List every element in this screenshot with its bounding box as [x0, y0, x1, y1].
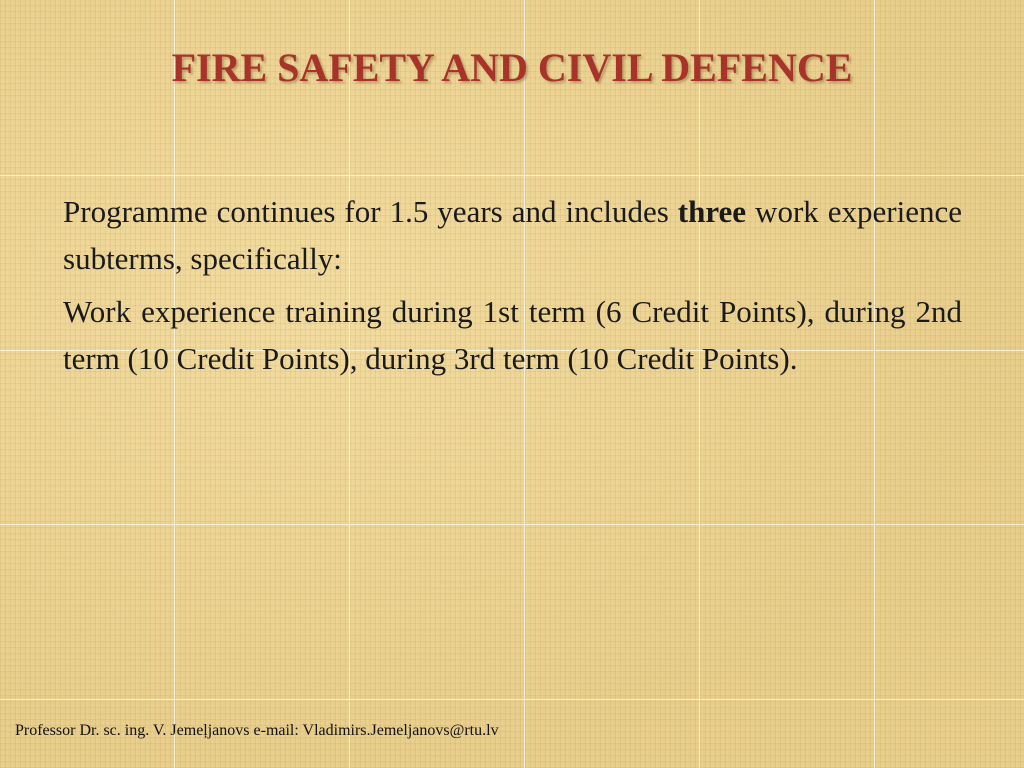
background-grid-line: [0, 524, 1024, 525]
programme-paragraph: [63, 188, 962, 282]
work-experience-paragraph: Work experience training during 1st term (6 Credit Points), during 2nd term (10 Credit Points), during 3rd term (10 Credit Points).: [63, 294, 962, 376]
background-grid-line: [0, 175, 1024, 176]
slide-body: [63, 188, 962, 388]
programme-text-start: Programme continues for 1.5 years and includes: [63, 194, 678, 229]
slide-title: FIRE SAFETY AND CIVIL DEFENCE: [171, 45, 853, 90]
footer-contact: Professor Dr. sc. ing. V. Jemeļjanovs e-mail: Vladimirs.Jemeljanovs@rtu.lv: [15, 722, 499, 739]
background-grid-line: [0, 699, 1024, 700]
programme-emphasis: three: [677, 194, 747, 229]
programme-text-end: work experience subterms, specifically:: [63, 194, 962, 276]
